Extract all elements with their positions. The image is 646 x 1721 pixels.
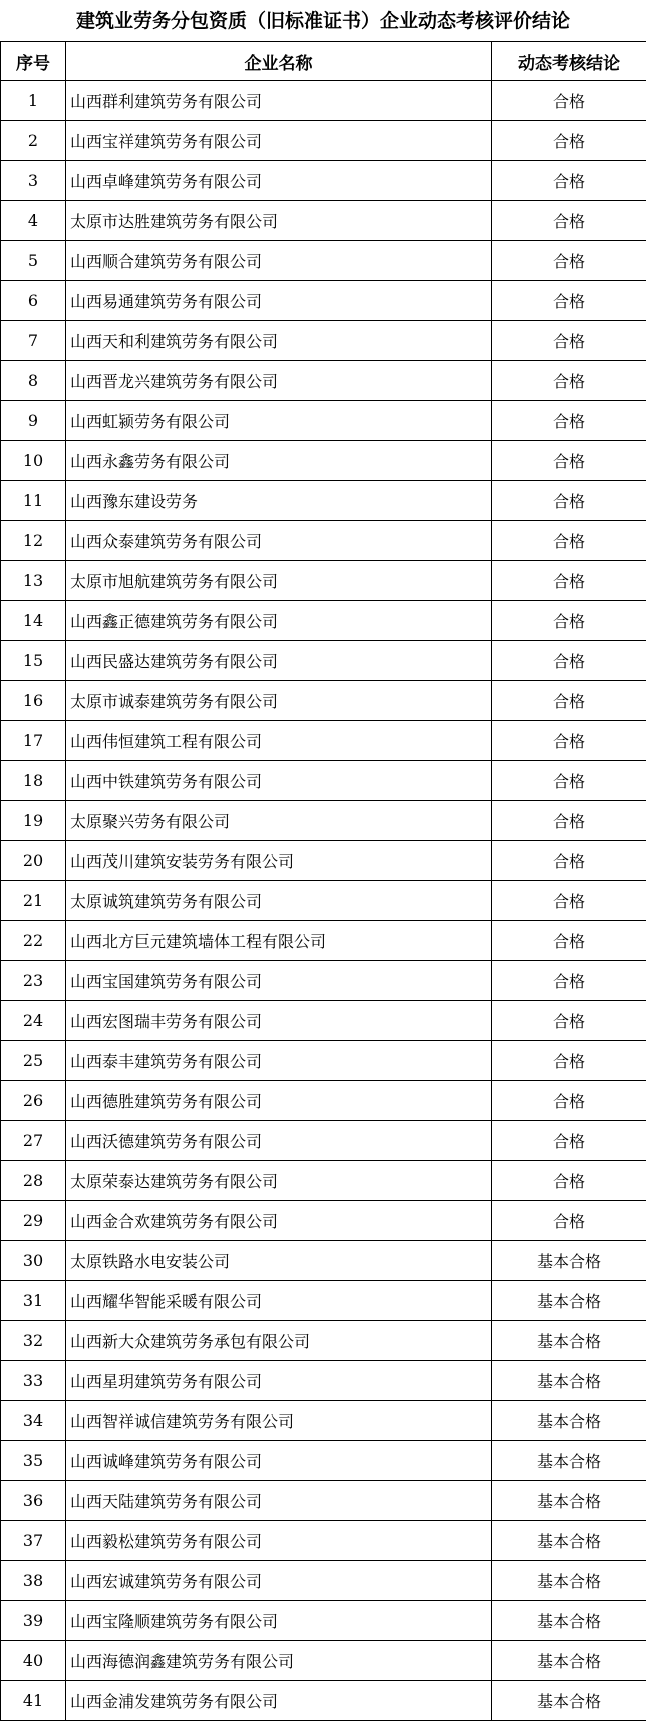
table-row (1, 601, 646, 641)
table-row (1, 161, 646, 201)
table-row (1, 441, 646, 481)
row-result: 合格 (492, 481, 646, 521)
row-seq: 20 (1, 841, 66, 881)
row-result: 合格 (492, 121, 646, 161)
row-seq: 22 (1, 921, 66, 961)
row-seq: 24 (1, 1001, 66, 1041)
row-result: 合格 (492, 961, 646, 1001)
row-result: 合格 (492, 81, 646, 121)
row-result: 基本合格 (492, 1641, 646, 1681)
row-result: 合格 (492, 721, 646, 761)
row-company-name: 山西豫东建设劳务 (66, 481, 492, 521)
table-row (1, 1081, 646, 1121)
table-row (1, 321, 646, 361)
row-result: 基本合格 (492, 1521, 646, 1561)
row-seq: 37 (1, 1521, 66, 1561)
row-company-name: 山西毅松建筑劳务有限公司 (66, 1521, 492, 1561)
table-row (1, 801, 646, 841)
row-company-name: 山西智祥诚信建筑劳务有限公司 (66, 1401, 492, 1441)
row-result: 合格 (492, 881, 646, 921)
table-row (1, 1321, 646, 1361)
row-company-name: 山西天陆建筑劳务有限公司 (66, 1481, 492, 1521)
row-seq: 34 (1, 1401, 66, 1441)
table-row (1, 961, 646, 1001)
row-company-name: 太原市达胜建筑劳务有限公司 (66, 201, 492, 241)
row-company-name: 山西海德润鑫建筑劳务有限公司 (66, 1641, 492, 1681)
row-result: 合格 (492, 361, 646, 401)
row-company-name: 山西群利建筑劳务有限公司 (66, 81, 492, 121)
row-company-name: 山西鑫正德建筑劳务有限公司 (66, 601, 492, 641)
row-company-name: 山西耀华智能采暖有限公司 (66, 1281, 492, 1321)
row-company-name: 山西北方巨元建筑墙体工程有限公司 (66, 921, 492, 961)
row-seq: 25 (1, 1041, 66, 1081)
row-seq: 16 (1, 681, 66, 721)
row-company-name: 山西卓峰建筑劳务有限公司 (66, 161, 492, 201)
row-seq: 18 (1, 761, 66, 801)
table-row (1, 561, 646, 601)
row-seq: 14 (1, 601, 66, 641)
table-row (1, 721, 646, 761)
table-row (1, 361, 646, 401)
row-company-name: 山西宏诚建筑劳务有限公司 (66, 1561, 492, 1601)
row-result: 基本合格 (492, 1481, 646, 1521)
row-seq: 39 (1, 1601, 66, 1641)
row-seq: 13 (1, 561, 66, 601)
row-company-name: 山西天和利建筑劳务有限公司 (66, 321, 492, 361)
row-result: 合格 (492, 681, 646, 721)
row-seq: 38 (1, 1561, 66, 1601)
row-company-name: 山西宝祥建筑劳务有限公司 (66, 121, 492, 161)
table-row (1, 81, 646, 121)
table-row (1, 521, 646, 561)
table-row (1, 121, 646, 161)
row-seq: 23 (1, 961, 66, 1001)
table-row (1, 1041, 646, 1081)
row-result: 合格 (492, 401, 646, 441)
row-result: 合格 (492, 1041, 646, 1081)
row-seq: 9 (1, 401, 66, 441)
row-seq: 27 (1, 1121, 66, 1161)
row-seq: 21 (1, 881, 66, 921)
row-company-name: 山西晋龙兴建筑劳务有限公司 (66, 361, 492, 401)
row-company-name: 太原市诚泰建筑劳务有限公司 (66, 681, 492, 721)
row-result: 合格 (492, 441, 646, 481)
row-company-name: 山西金浦发建筑劳务有限公司 (66, 1681, 492, 1721)
row-company-name: 山西星玥建筑劳务有限公司 (66, 1361, 492, 1401)
row-seq: 33 (1, 1361, 66, 1401)
row-seq: 4 (1, 201, 66, 241)
row-seq: 41 (1, 1681, 66, 1721)
header-result: 动态考核结论 (492, 42, 646, 81)
row-result: 合格 (492, 1001, 646, 1041)
row-result: 合格 (492, 521, 646, 561)
row-seq: 17 (1, 721, 66, 761)
row-seq: 26 (1, 1081, 66, 1121)
row-seq: 1 (1, 81, 66, 121)
row-result: 合格 (492, 321, 646, 361)
row-company-name: 山西中铁建筑劳务有限公司 (66, 761, 492, 801)
table-row (1, 1401, 646, 1441)
row-seq: 12 (1, 521, 66, 561)
table-row (1, 1161, 646, 1201)
row-seq: 30 (1, 1241, 66, 1281)
row-company-name: 山西伟恒建筑工程有限公司 (66, 721, 492, 761)
header-company-name: 企业名称 (66, 42, 492, 81)
row-result: 合格 (492, 1121, 646, 1161)
row-seq: 3 (1, 161, 66, 201)
row-company-name: 山西茂川建筑安装劳务有限公司 (66, 841, 492, 881)
table-row (1, 681, 646, 721)
row-seq: 28 (1, 1161, 66, 1201)
row-result: 合格 (492, 641, 646, 681)
table-row (1, 841, 646, 881)
table-header-row (1, 42, 646, 81)
row-result: 基本合格 (492, 1681, 646, 1721)
row-result: 基本合格 (492, 1241, 646, 1281)
header-seq: 序号 (1, 42, 66, 81)
table-row (1, 1441, 646, 1481)
table-row (1, 481, 646, 521)
row-result: 合格 (492, 281, 646, 321)
row-seq: 36 (1, 1481, 66, 1521)
table-body (1, 81, 646, 1721)
table-row (1, 1001, 646, 1041)
table-row (1, 921, 646, 961)
row-company-name: 山西德胜建筑劳务有限公司 (66, 1081, 492, 1121)
row-result: 合格 (492, 241, 646, 281)
table-row (1, 1521, 646, 1561)
row-company-name: 山西永鑫劳务有限公司 (66, 441, 492, 481)
row-seq: 15 (1, 641, 66, 681)
table-row (1, 241, 646, 281)
row-seq: 31 (1, 1281, 66, 1321)
row-result: 合格 (492, 1161, 646, 1201)
row-result: 基本合格 (492, 1401, 646, 1441)
row-company-name: 山西诚峰建筑劳务有限公司 (66, 1441, 492, 1481)
table-row (1, 1561, 646, 1601)
row-result: 合格 (492, 601, 646, 641)
table-row (1, 1481, 646, 1521)
row-seq: 29 (1, 1201, 66, 1241)
table-row (1, 1201, 646, 1241)
table-row (1, 1241, 646, 1281)
table-row (1, 1601, 646, 1641)
row-result: 基本合格 (492, 1321, 646, 1361)
row-company-name: 山西虹颍劳务有限公司 (66, 401, 492, 441)
table-row (1, 1121, 646, 1161)
row-result: 基本合格 (492, 1281, 646, 1321)
row-seq: 32 (1, 1321, 66, 1361)
row-seq: 6 (1, 281, 66, 321)
row-company-name: 太原铁路水电安装公司 (66, 1241, 492, 1281)
row-company-name: 山西宏图瑞丰劳务有限公司 (66, 1001, 492, 1041)
row-result: 合格 (492, 921, 646, 961)
row-company-name: 山西金合欢建筑劳务有限公司 (66, 1201, 492, 1241)
row-seq: 7 (1, 321, 66, 361)
row-company-name: 太原荣泰达建筑劳务有限公司 (66, 1161, 492, 1201)
row-result: 基本合格 (492, 1441, 646, 1481)
document-title: 建筑业劳务分包资质（旧标准证书）企业动态考核评价结论 (75, 10, 570, 32)
row-seq: 5 (1, 241, 66, 281)
row-company-name: 山西顺合建筑劳务有限公司 (66, 241, 492, 281)
row-company-name: 山西民盛达建筑劳务有限公司 (66, 641, 492, 681)
row-seq: 8 (1, 361, 66, 401)
row-result: 合格 (492, 801, 646, 841)
row-result: 合格 (492, 841, 646, 881)
table-row (1, 881, 646, 921)
row-company-name: 山西宝国建筑劳务有限公司 (66, 961, 492, 1001)
table-row (1, 641, 646, 681)
row-seq: 35 (1, 1441, 66, 1481)
table-row (1, 1281, 646, 1321)
row-result: 合格 (492, 761, 646, 801)
evaluation-table (0, 41, 646, 1721)
row-company-name: 山西新大众建筑劳务承包有限公司 (66, 1321, 492, 1361)
row-result: 合格 (492, 1081, 646, 1121)
row-company-name: 太原诚筑建筑劳务有限公司 (66, 881, 492, 921)
row-company-name: 太原市旭航建筑劳务有限公司 (66, 561, 492, 601)
row-result: 合格 (492, 561, 646, 601)
table-row (1, 1361, 646, 1401)
row-result: 基本合格 (492, 1361, 646, 1401)
row-seq: 40 (1, 1641, 66, 1681)
row-company-name: 山西易通建筑劳务有限公司 (66, 281, 492, 321)
row-company-name: 太原聚兴劳务有限公司 (66, 801, 492, 841)
row-seq: 10 (1, 441, 66, 481)
row-result: 合格 (492, 1201, 646, 1241)
row-seq: 2 (1, 121, 66, 161)
table-row (1, 1641, 646, 1681)
row-result: 基本合格 (492, 1601, 646, 1641)
table-row (1, 281, 646, 321)
table-row (1, 761, 646, 801)
row-company-name: 山西泰丰建筑劳务有限公司 (66, 1041, 492, 1081)
row-seq: 11 (1, 481, 66, 521)
row-seq: 19 (1, 801, 66, 841)
row-result: 基本合格 (492, 1561, 646, 1601)
table-row (1, 401, 646, 441)
row-company-name: 山西众泰建筑劳务有限公司 (66, 521, 492, 561)
row-result: 合格 (492, 201, 646, 241)
table-row (1, 201, 646, 241)
row-company-name: 山西沃德建筑劳务有限公司 (66, 1121, 492, 1161)
table-row (1, 1681, 646, 1721)
row-company-name: 山西宝隆顺建筑劳务有限公司 (66, 1601, 492, 1641)
row-result: 合格 (492, 161, 646, 201)
